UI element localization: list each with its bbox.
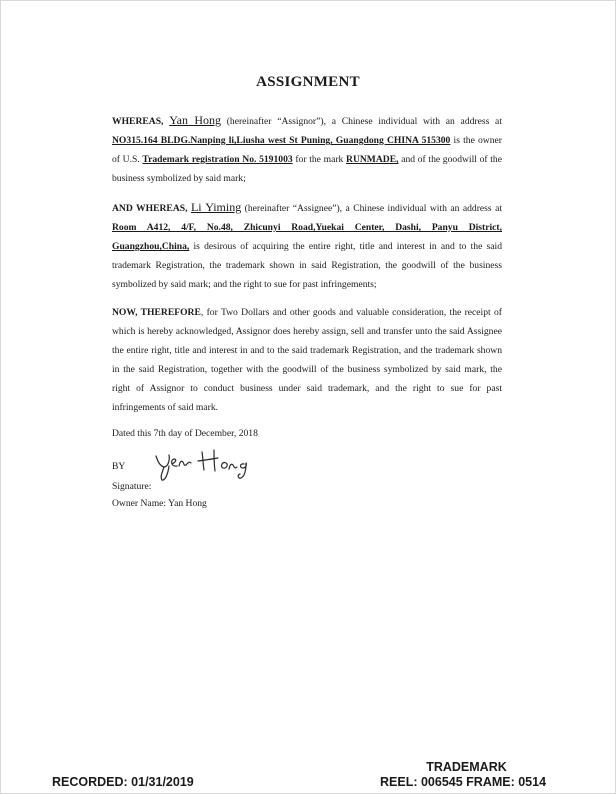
and-whereas-text-2: is desirous of acquiring the entire right, title and interest in and to the said trademark Registration, the trademark shown in said Registration, the goodwill of the business symbolized by said mark; and the right to sue for past infringements; xyxy=(112,241,502,290)
whereas-text-1: (hereinafter “Assignor”), a Chinese individual with an address at xyxy=(221,116,502,127)
by-label: BY xyxy=(112,461,126,472)
signature-label: Signature: xyxy=(112,481,152,492)
mark-name: RUNMADE, xyxy=(346,154,399,165)
now-therefore-text: , for Two Dollars and other goods and valuable consideration, the receipt of which is hereby acknowledged, Assignor does hereby assign, sell and transfer unto the said Assignee the entire right, title and interest in and to the said trademark Registration, and the trademark shown in the said Registration, together with the goodwill of the business symbolized by said mark, the right of Assignor to conduct business under said trademark, and the right to sue for past infringements of said mark. xyxy=(112,307,502,413)
whereas-lead: WHEREAS, xyxy=(112,116,164,127)
recorded-date: RECORDED: 01/31/2019 xyxy=(52,775,194,789)
owner-name: Owner Name: Yan Hong xyxy=(112,498,207,509)
now-therefore-paragraph xyxy=(112,303,502,417)
and-whereas-paragraph xyxy=(112,198,502,294)
reel-frame: REEL: 006545 FRAME: 0514 xyxy=(380,775,547,789)
whereas-text-2: is the owner of U.S. xyxy=(112,135,502,165)
now-therefore-lead: NOW, THEREFORE xyxy=(112,307,201,318)
registration-number: Trademark registration No. 5191003 xyxy=(142,154,293,165)
whereas-paragraph xyxy=(112,111,502,188)
whereas-text-4: and of the goodwill of the business symbolized by said mark; xyxy=(112,154,502,184)
assignee-address: Room A412, 4/F, No.48, Zhicunyi Road,Yuekai Center, Dashi, Panyu District, Guangzhou,China, xyxy=(112,222,502,252)
dated-line: Dated this 7th day of December, 2018 xyxy=(112,428,258,439)
whereas-text-3: for the mark xyxy=(292,154,347,165)
document-title: ASSIGNMENT xyxy=(256,74,360,90)
assignor-name: Yan Hong xyxy=(169,113,221,127)
assignor-address: NO315.164 BLDG.Nanping li,Liusha west St Puning, Guangdong CHINA 515300 xyxy=(112,135,451,146)
assignee-name: Li Yiming xyxy=(190,200,242,214)
and-whereas-text-1: (hereinafter “Assignee”), a Chinese individual with an address at xyxy=(241,203,502,214)
trademark-label: TRADEMARK xyxy=(426,760,507,774)
and-whereas-lead: AND WHEREAS, xyxy=(112,203,188,214)
handwritten-signature xyxy=(150,446,260,484)
